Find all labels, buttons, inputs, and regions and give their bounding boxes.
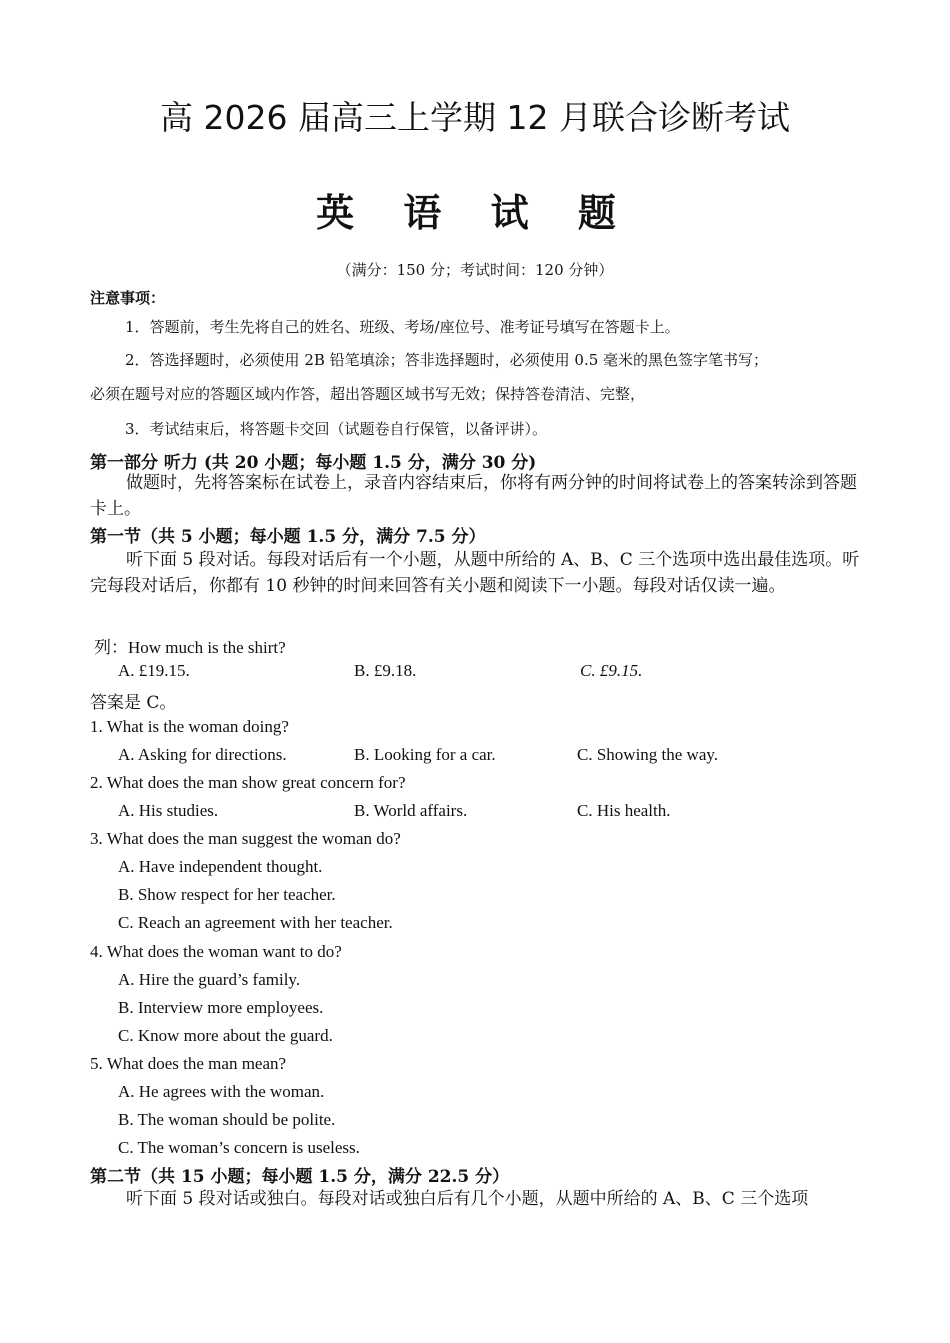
notice-item-2-cont: 必须在题号对应的答题区域内作答，超出答题区域书写无效；保持答卷清洁、完整， <box>90 385 646 403</box>
question-2: 2. What does the man show great concern for? <box>90 773 406 792</box>
example-option-b: B. £9.18. <box>354 661 417 680</box>
question-5: 5. What does the man mean? <box>90 1054 287 1073</box>
q3-option-c: C. Reach an agreement with her teacher. <box>118 913 393 932</box>
question-4: 4. What does the woman want to do? <box>90 942 342 961</box>
part1-intro: 做题时，先将答案标在试卷上，录音内容结束后，你将有两分钟的时间将试卷上的答案转涂到答题卡上。 <box>90 473 857 519</box>
exam-title: 高 2026 届高三上学期 12 月联合诊断考试 <box>160 98 790 137</box>
example-question: 列：How much is the shirt? <box>94 638 286 657</box>
q5-option-a: A. He agrees with the woman. <box>118 1082 325 1101</box>
notice-item-3: 3．考试结束后，将答题卡交回（试题卷自行保管，以备评讲）。 <box>125 420 548 438</box>
q4-option-a: A. Hire the guard’s family. <box>118 970 301 989</box>
example-option-c: C. £9.15. <box>580 661 643 680</box>
q3-option-b: B. Show respect for her teacher. <box>118 885 336 904</box>
question-1: 1. What is the woman doing? <box>90 717 289 736</box>
q3-option-a: A. Have independent thought. <box>118 857 323 876</box>
q5-option-c: C. The woman’s concern is useless. <box>118 1138 360 1157</box>
question-3: 3. What does the man suggest the woman do? <box>90 829 401 848</box>
notice-item-2: 2．答选择题时，必须使用 2B 铅笔填涂；答非选择题时，必须使用 0.5 毫米的黑色签字笔书写； <box>125 351 769 369</box>
exam-meta: （满分：150 分；考试时间：120 分钟） <box>336 261 614 279</box>
section2-intro: 听下面 5 段对话或独白。每段对话或独白后有几个小题，从题中所给的 A、B、C 三个选项 <box>126 1189 809 1209</box>
notice-item-1: 1．答题前，考生先将自己的姓名、班级、考场/座位号、准考证号填写在答题卡上。 <box>125 318 680 336</box>
q1-option-a: A. Asking for directions. <box>118 745 287 764</box>
q2-option-c: C. His health. <box>577 801 671 820</box>
example-answer: 答案是 C。 <box>90 693 177 713</box>
q1-option-b: B. Looking for a car. <box>354 745 496 764</box>
q4-option-b: B. Interview more employees. <box>118 998 324 1017</box>
q2-option-b: B. World affairs. <box>354 801 468 820</box>
notice-title: 注意事项： <box>90 289 166 307</box>
q1-option-c: C. Showing the way. <box>577 745 719 764</box>
q2-option-a: A. His studies. <box>118 801 219 820</box>
section1-intro: 听下面 5 段对话。每段对话后有一个小题，从题中所给的 A、B、C 三个选项中选出最佳选项。听完每段对话后，你都有 10 秒钟的时间来回答有关小题和阅读下一小题。每段对话仅读一遍。 <box>90 550 860 596</box>
subject-title: 英 语 试 题 <box>316 191 634 235</box>
q5-option-b: B. The woman should be polite. <box>118 1110 336 1129</box>
example-option-a: A. £19.15. <box>118 661 190 680</box>
section2-heading: 第二节（共 15 小题；每小题 1.5 分，满分 22.5 分） <box>90 1167 510 1187</box>
q4-option-c: C. Know more about the guard. <box>118 1026 333 1045</box>
section1-heading: 第一节（共 5 小题；每小题 1.5 分，满分 7.5 分） <box>90 527 486 547</box>
part1-heading: 第一部分 听力 (共 20 小题；每小题 1.5 分，满分 30 分) <box>90 453 537 473</box>
